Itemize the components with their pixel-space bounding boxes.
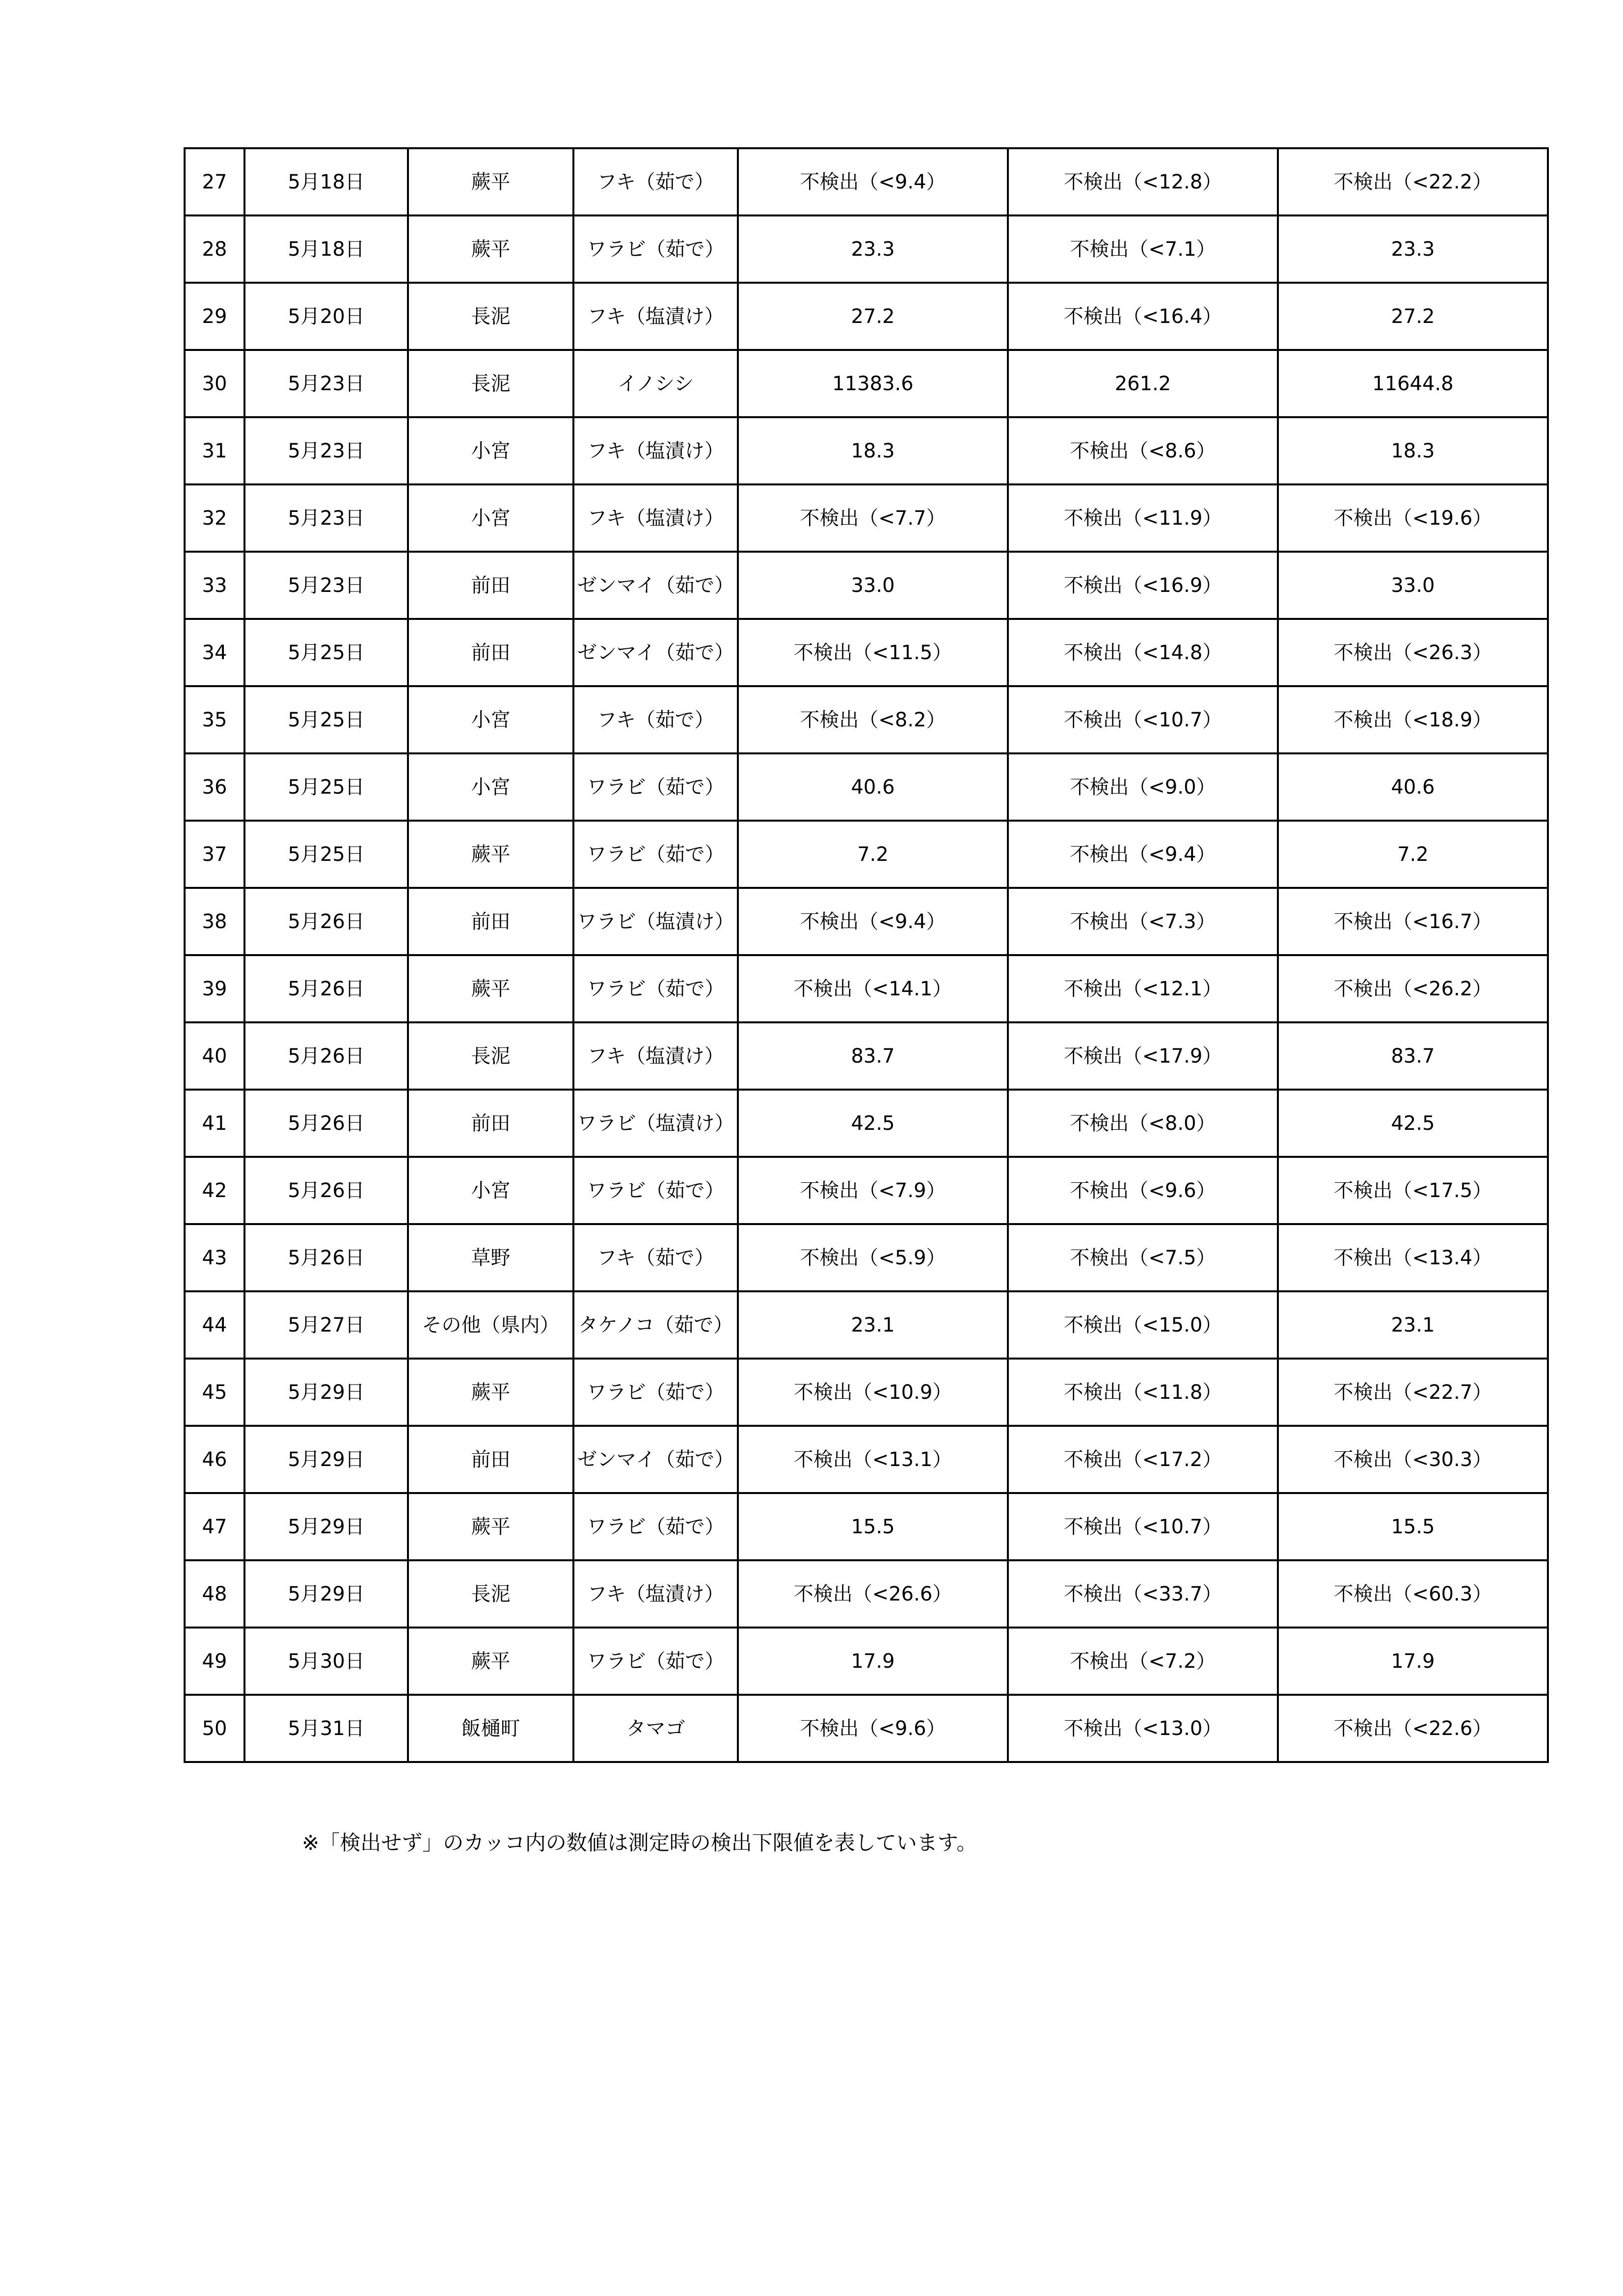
row-number-cell: 48	[185, 1560, 244, 1628]
date-cell: 5月25日	[244, 821, 408, 888]
item-cell: ゼンマイ（茹で）	[573, 552, 738, 619]
value-1-cell: 83.7	[738, 1022, 1008, 1090]
measurement-table	[184, 147, 1549, 1763]
value-2-cell: 不検出（<15.0）	[1008, 1291, 1278, 1359]
value-2-cell: 不検出（<17.9）	[1008, 1022, 1278, 1090]
value-1-cell: 15.5	[738, 1493, 1008, 1560]
value-1-cell: 不検出（<7.9）	[738, 1157, 1008, 1224]
row-number-cell: 34	[185, 619, 244, 686]
location-cell: 蕨平	[408, 1493, 573, 1560]
location-cell: 蕨平	[408, 148, 573, 215]
value-2-cell: 不検出（<8.0）	[1008, 1090, 1278, 1157]
row-number-cell: 43	[185, 1224, 244, 1291]
row-number-cell: 31	[185, 417, 244, 484]
total-cell: 不検出（<22.2）	[1278, 148, 1548, 215]
location-cell: 小宮	[408, 753, 573, 821]
row-number-cell: 27	[185, 148, 244, 215]
row-number-cell: 46	[185, 1426, 244, 1493]
value-1-cell: 不検出（<14.1）	[738, 955, 1008, 1022]
value-2-cell: 不検出（<11.9）	[1008, 484, 1278, 552]
value-2-cell: 不検出（<7.3）	[1008, 888, 1278, 955]
value-1-cell: 不検出（<9.4）	[738, 888, 1008, 955]
value-2-cell: 不検出（<9.6）	[1008, 1157, 1278, 1224]
value-1-cell: 11383.6	[738, 350, 1008, 417]
total-cell: 不検出（<30.3）	[1278, 1426, 1548, 1493]
row-number-cell: 37	[185, 821, 244, 888]
value-2-cell: 不検出（<10.7）	[1008, 686, 1278, 753]
item-cell: フキ（塩漬け）	[573, 1022, 738, 1090]
value-2-cell: 不検出（<12.8）	[1008, 148, 1278, 215]
total-cell: 不検出（<13.4）	[1278, 1224, 1548, 1291]
location-cell: 長泥	[408, 1560, 573, 1628]
total-cell: 33.0	[1278, 552, 1548, 619]
row-number-cell: 49	[185, 1628, 244, 1695]
value-1-cell: 不検出（<9.6）	[738, 1695, 1008, 1762]
row-number-cell: 36	[185, 753, 244, 821]
row-number-cell: 50	[185, 1695, 244, 1762]
date-cell: 5月31日	[244, 1695, 408, 1762]
date-cell: 5月23日	[244, 552, 408, 619]
total-cell: 23.3	[1278, 215, 1548, 283]
item-cell: フキ（塩漬け）	[573, 1560, 738, 1628]
table-row	[185, 955, 1548, 1022]
item-cell: ワラビ（茹で）	[573, 821, 738, 888]
table-row	[185, 619, 1548, 686]
item-cell: ワラビ（茹で）	[573, 1628, 738, 1695]
value-2-cell: 不検出（<17.2）	[1008, 1426, 1278, 1493]
value-1-cell: 33.0	[738, 552, 1008, 619]
row-number-cell: 35	[185, 686, 244, 753]
date-cell: 5月23日	[244, 484, 408, 552]
value-1-cell: 不検出（<10.9）	[738, 1359, 1008, 1426]
location-cell: 蕨平	[408, 955, 573, 1022]
item-cell: ワラビ（茹で）	[573, 1157, 738, 1224]
value-2-cell: 不検出（<8.6）	[1008, 417, 1278, 484]
row-number-cell: 42	[185, 1157, 244, 1224]
total-cell: 15.5	[1278, 1493, 1548, 1560]
location-cell: 小宮	[408, 484, 573, 552]
value-2-cell: 不検出（<10.7）	[1008, 1493, 1278, 1560]
table-row	[185, 1628, 1548, 1695]
table-row	[185, 148, 1548, 215]
location-cell: 蕨平	[408, 1628, 573, 1695]
item-cell: ワラビ（茹で）	[573, 1493, 738, 1560]
total-cell: 不検出（<60.3）	[1278, 1560, 1548, 1628]
item-cell: ゼンマイ（茹で）	[573, 619, 738, 686]
location-cell: 前田	[408, 619, 573, 686]
total-cell: 不検出（<16.7）	[1278, 888, 1548, 955]
table-row	[185, 1157, 1548, 1224]
value-2-cell: 不検出（<12.1）	[1008, 955, 1278, 1022]
value-1-cell: 不検出（<8.2）	[738, 686, 1008, 753]
date-cell: 5月29日	[244, 1493, 408, 1560]
value-2-cell: 不検出（<33.7）	[1008, 1560, 1278, 1628]
table-row	[185, 1493, 1548, 1560]
table-row	[185, 1359, 1548, 1426]
item-cell: ゼンマイ（茹で）	[573, 1426, 738, 1493]
item-cell: タケノコ（茹で）	[573, 1291, 738, 1359]
item-cell: フキ（塩漬け）	[573, 484, 738, 552]
table-row	[185, 821, 1548, 888]
total-cell: 不検出（<26.2）	[1278, 955, 1548, 1022]
table-row	[185, 552, 1548, 619]
location-cell: 前田	[408, 1426, 573, 1493]
value-1-cell: 不検出（<11.5）	[738, 619, 1008, 686]
date-cell: 5月27日	[244, 1291, 408, 1359]
total-cell: 不検出（<17.5）	[1278, 1157, 1548, 1224]
item-cell: ワラビ（茹で）	[573, 753, 738, 821]
item-cell: ワラビ（塩漬け）	[573, 1090, 738, 1157]
location-cell: 小宮	[408, 1157, 573, 1224]
location-cell: 小宮	[408, 686, 573, 753]
total-cell: 不検出（<26.3）	[1278, 619, 1548, 686]
row-number-cell: 44	[185, 1291, 244, 1359]
total-cell: 42.5	[1278, 1090, 1548, 1157]
item-cell: フキ（茹で）	[573, 1224, 738, 1291]
table-row	[185, 1695, 1548, 1762]
location-cell: 蕨平	[408, 821, 573, 888]
total-cell: 18.3	[1278, 417, 1548, 484]
row-number-cell: 45	[185, 1359, 244, 1426]
row-number-cell: 28	[185, 215, 244, 283]
value-1-cell: 不検出（<9.4）	[738, 148, 1008, 215]
location-cell: 長泥	[408, 350, 573, 417]
date-cell: 5月25日	[244, 753, 408, 821]
location-cell: 草野	[408, 1224, 573, 1291]
row-number-cell: 47	[185, 1493, 244, 1560]
total-cell: 11644.8	[1278, 350, 1548, 417]
date-cell: 5月25日	[244, 619, 408, 686]
item-cell: フキ（塩漬け）	[573, 417, 738, 484]
total-cell: 27.2	[1278, 283, 1548, 350]
value-1-cell: 不検出（<26.6）	[738, 1560, 1008, 1628]
total-cell: 17.9	[1278, 1628, 1548, 1695]
date-cell: 5月29日	[244, 1560, 408, 1628]
date-cell: 5月29日	[244, 1426, 408, 1493]
date-cell: 5月25日	[244, 686, 408, 753]
row-number-cell: 39	[185, 955, 244, 1022]
table-row	[185, 283, 1548, 350]
location-cell: 蕨平	[408, 1359, 573, 1426]
total-cell: 不検出（<22.7）	[1278, 1359, 1548, 1426]
value-2-cell: 不検出（<13.0）	[1008, 1695, 1278, 1762]
table-row	[185, 753, 1548, 821]
row-number-cell: 30	[185, 350, 244, 417]
value-1-cell: 23.3	[738, 215, 1008, 283]
value-1-cell: 18.3	[738, 417, 1008, 484]
row-number-cell: 41	[185, 1090, 244, 1157]
table-row	[185, 1022, 1548, 1090]
total-cell: 不検出（<18.9）	[1278, 686, 1548, 753]
date-cell: 5月23日	[244, 417, 408, 484]
date-cell: 5月26日	[244, 955, 408, 1022]
location-cell: 前田	[408, 1090, 573, 1157]
value-1-cell: 40.6	[738, 753, 1008, 821]
value-2-cell: 不検出（<14.8）	[1008, 619, 1278, 686]
location-cell: その他（県内）	[408, 1291, 573, 1359]
value-2-cell: 261.2	[1008, 350, 1278, 417]
value-2-cell: 不検出（<16.4）	[1008, 283, 1278, 350]
date-cell: 5月26日	[244, 1022, 408, 1090]
value-1-cell: 不検出（<13.1）	[738, 1426, 1008, 1493]
item-cell: イノシシ	[573, 350, 738, 417]
value-2-cell: 不検出（<7.5）	[1008, 1224, 1278, 1291]
total-cell: 83.7	[1278, 1022, 1548, 1090]
location-cell: 前田	[408, 888, 573, 955]
footnote: ※「検出せず」のカッコ内の数値は測定時の検出下限値を表しています。	[302, 1831, 977, 1855]
value-1-cell: 7.2	[738, 821, 1008, 888]
table-row	[185, 1426, 1548, 1493]
table-row	[185, 417, 1548, 484]
row-number-cell: 38	[185, 888, 244, 955]
date-cell: 5月26日	[244, 1157, 408, 1224]
date-cell: 5月29日	[244, 1359, 408, 1426]
value-1-cell: 17.9	[738, 1628, 1008, 1695]
table-row	[185, 1560, 1548, 1628]
item-cell: フキ（茹で）	[573, 148, 738, 215]
item-cell: タマゴ	[573, 1695, 738, 1762]
location-cell: 長泥	[408, 1022, 573, 1090]
value-2-cell: 不検出（<7.1）	[1008, 215, 1278, 283]
row-number-cell: 32	[185, 484, 244, 552]
value-2-cell: 不検出（<16.9）	[1008, 552, 1278, 619]
value-2-cell: 不検出（<9.0）	[1008, 753, 1278, 821]
date-cell: 5月26日	[244, 1090, 408, 1157]
date-cell: 5月26日	[244, 1224, 408, 1291]
item-cell: フキ（茹で）	[573, 686, 738, 753]
value-1-cell: 不検出（<7.7）	[738, 484, 1008, 552]
table-row	[185, 686, 1548, 753]
value-1-cell: 不検出（<5.9）	[738, 1224, 1008, 1291]
location-cell: 小宮	[408, 417, 573, 484]
value-2-cell: 不検出（<9.4）	[1008, 821, 1278, 888]
date-cell: 5月23日	[244, 350, 408, 417]
date-cell: 5月18日	[244, 148, 408, 215]
date-cell: 5月18日	[244, 215, 408, 283]
total-cell: 不検出（<22.6）	[1278, 1695, 1548, 1762]
table-row	[185, 1090, 1548, 1157]
value-1-cell: 23.1	[738, 1291, 1008, 1359]
total-cell: 7.2	[1278, 821, 1548, 888]
table-row	[185, 350, 1548, 417]
location-cell: 飯樋町	[408, 1695, 573, 1762]
location-cell: 蕨平	[408, 215, 573, 283]
total-cell: 不検出（<19.6）	[1278, 484, 1548, 552]
row-number-cell: 40	[185, 1022, 244, 1090]
value-1-cell: 42.5	[738, 1090, 1008, 1157]
table-row	[185, 1224, 1548, 1291]
row-number-cell: 29	[185, 283, 244, 350]
item-cell: フキ（塩漬け）	[573, 283, 738, 350]
table-row	[185, 1291, 1548, 1359]
date-cell: 5月30日	[244, 1628, 408, 1695]
table-row	[185, 888, 1548, 955]
date-cell: 5月20日	[244, 283, 408, 350]
value-2-cell: 不検出（<7.2）	[1008, 1628, 1278, 1695]
value-1-cell: 27.2	[738, 283, 1008, 350]
total-cell: 23.1	[1278, 1291, 1548, 1359]
table-row	[185, 215, 1548, 283]
date-cell: 5月26日	[244, 888, 408, 955]
total-cell: 40.6	[1278, 753, 1548, 821]
item-cell: ワラビ（茹で）	[573, 1359, 738, 1426]
value-2-cell: 不検出（<11.8）	[1008, 1359, 1278, 1426]
table-row	[185, 484, 1548, 552]
location-cell: 前田	[408, 552, 573, 619]
item-cell: ワラビ（茹で）	[573, 955, 738, 1022]
row-number-cell: 33	[185, 552, 244, 619]
item-cell: ワラビ（塩漬け）	[573, 888, 738, 955]
item-cell: ワラビ（茹で）	[573, 215, 738, 283]
location-cell: 長泥	[408, 283, 573, 350]
